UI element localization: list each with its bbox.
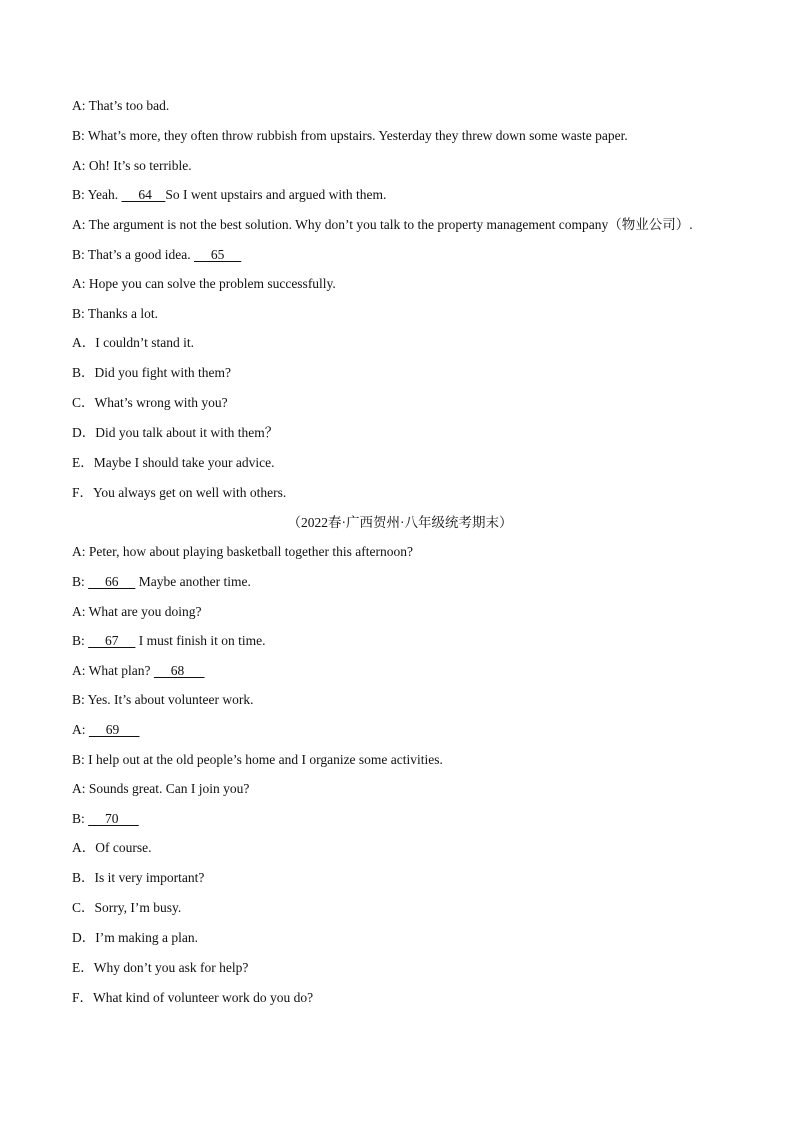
dialogue-line-blank-66 <box>72 573 251 591</box>
source-heading: （2022春·广西贺州·八年级统考期末） <box>287 515 513 530</box>
option-item: D．Did you talk about it with them？ <box>72 425 279 440</box>
blank-68: 68 <box>153 663 205 678</box>
option-item: E．Maybe I should take your advice. <box>72 455 275 470</box>
line-prefix: B: <box>72 811 89 826</box>
option-item: D．I’m making a plan. <box>72 930 198 945</box>
line-prefix: B: That’s a good idea. <box>72 247 194 262</box>
blank-69: 69 <box>88 722 140 737</box>
option-item: A．Of course. <box>72 840 152 855</box>
dialogue-line: B: What’s more, they often throw rubbish from upstairs. Yesterday they threw down some waste paper. <box>72 128 628 143</box>
line-prefix: A: <box>72 722 89 737</box>
dialogue-line-blank-70 <box>72 810 139 828</box>
dialogue-line-blank-69 <box>72 721 140 739</box>
blank-65: 65 <box>193 247 242 262</box>
option-item: F．You always get on well with others. <box>72 485 287 500</box>
option-item: E．Why don’t you ask for help? <box>72 960 249 975</box>
dialogue-line: A: Hope you can solve the problem successfully. <box>72 276 336 291</box>
blank-64: 64 <box>121 187 166 202</box>
line-prefix: A: What plan? <box>72 663 154 678</box>
line-suffix: Maybe another time. <box>135 574 251 589</box>
option-item: C．What’s wrong with you? <box>72 395 228 410</box>
dialogue-line: A: The argument is not the best solution. Why don’t you talk to the property management company（物业公司）. <box>72 217 693 232</box>
dialogue-line: B: I help out at the old people’s home and I organize some activities. <box>72 752 443 767</box>
dialogue-line: A: Peter, how about playing basketball together this afternoon? <box>72 544 413 559</box>
dialogue-line: A: Sounds great. Can I join you? <box>72 781 250 796</box>
dialogue-line: A: Oh! It’s so terrible. <box>72 158 192 173</box>
line-suffix: I must finish it on time. <box>135 633 266 648</box>
blank-67: 67 <box>88 633 136 648</box>
option-item: A．I couldn’t stand it. <box>72 335 194 350</box>
option-item: C．Sorry, I’m busy. <box>72 900 182 915</box>
dialogue-line-blank-65 <box>72 246 241 264</box>
line-prefix: B: Yeah. <box>72 187 122 202</box>
blank-70: 70 <box>88 811 139 826</box>
dialogue-line: B: Yes. It’s about volunteer work. <box>72 692 254 707</box>
line-prefix: B: <box>72 633 89 648</box>
dialogue-line-blank-67 <box>72 632 266 650</box>
blank-66: 66 <box>88 574 136 589</box>
line-suffix: So I went upstairs and argued with them. <box>165 187 387 202</box>
dialogue-line: B: Thanks a lot. <box>72 306 158 321</box>
option-item: F．What kind of volunteer work do you do? <box>72 990 314 1005</box>
dialogue-line-blank-68 <box>72 662 204 680</box>
dialogue-line: A: That’s too bad. <box>72 98 170 113</box>
dialogue-line-blank-64 <box>72 186 386 204</box>
option-item: B．Did you fight with them? <box>72 365 231 380</box>
line-prefix: B: <box>72 574 89 589</box>
option-item: B．Is it very important? <box>72 870 205 885</box>
dialogue-line: A: What are you doing? <box>72 604 202 619</box>
